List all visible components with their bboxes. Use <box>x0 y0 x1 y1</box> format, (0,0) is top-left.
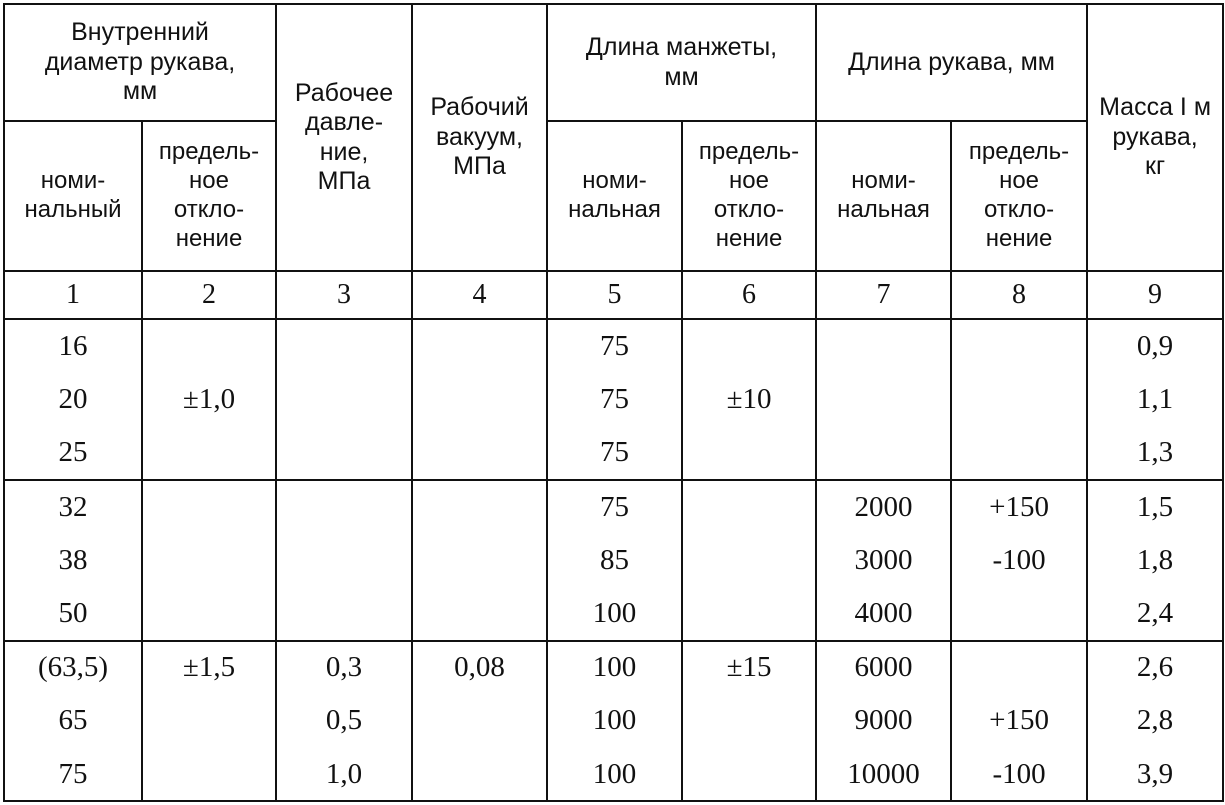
subheader-cuff-deviation: предель- ное откло- нение <box>682 121 816 271</box>
cell-diameter: 38 <box>4 533 142 587</box>
cell-diameter: 65 <box>4 694 142 748</box>
cell-pressure: 0,3 <box>276 641 412 695</box>
cell-diameter-deviation <box>142 533 276 587</box>
cell-pressure <box>276 587 412 641</box>
cell-cuff-deviation <box>682 319 816 373</box>
cell-cuff-length: 100 <box>547 748 682 802</box>
cell-cuff-length: 75 <box>547 319 682 373</box>
cell-cuff-length: 75 <box>547 426 682 480</box>
header-inner-diameter: Внутренний диаметр рукава, мм <box>4 4 276 121</box>
row-group-2 <box>4 480 1223 641</box>
column-number: 1 <box>4 271 142 319</box>
subheader-diameter-deviation: предель- ное откло- нение <box>142 121 276 271</box>
subheader-hose-deviation: предель- ное откло- нение <box>951 121 1087 271</box>
cell-hose-deviation <box>951 587 1087 641</box>
cell-diameter: 32 <box>4 480 142 534</box>
cell-diameter: 25 <box>4 426 142 480</box>
cell-hose-length: 2000 <box>816 480 951 534</box>
cell-cuff-deviation <box>682 426 816 480</box>
cell-cuff-deviation <box>682 533 816 587</box>
table-container <box>3 3 1222 801</box>
column-number: 3 <box>276 271 412 319</box>
cell-vacuum <box>412 373 547 427</box>
cell-diameter-deviation: ±1,0 <box>142 373 276 427</box>
cell-vacuum <box>412 748 547 802</box>
header-row-2 <box>4 121 1223 271</box>
table-row <box>4 426 1223 480</box>
cell-diameter: 50 <box>4 587 142 641</box>
cell-hose-deviation <box>951 319 1087 373</box>
cell-pressure <box>276 426 412 480</box>
row-group-1 <box>4 319 1223 480</box>
cell-hose-deviation: -100 <box>951 748 1087 802</box>
cell-cuff-deviation <box>682 587 816 641</box>
cell-cuff-deviation <box>682 480 816 534</box>
cell-vacuum: 0,08 <box>412 641 547 695</box>
cell-hose-length <box>816 373 951 427</box>
cell-pressure: 0,5 <box>276 694 412 748</box>
header-working-vacuum: Рабочий вакуум, МПа <box>412 4 547 271</box>
cell-hose-length: 10000 <box>816 748 951 802</box>
cell-hose-deviation <box>951 426 1087 480</box>
cell-diameter-deviation <box>142 694 276 748</box>
cell-mass: 1,5 <box>1087 480 1223 534</box>
cell-mass: 2,8 <box>1087 694 1223 748</box>
cell-hose-deviation: -100 <box>951 533 1087 587</box>
table-row <box>4 748 1223 802</box>
cell-pressure <box>276 533 412 587</box>
table-header <box>4 4 1223 319</box>
cell-cuff-length: 75 <box>547 373 682 427</box>
cell-hose-length: 9000 <box>816 694 951 748</box>
column-number: 5 <box>547 271 682 319</box>
column-number: 8 <box>951 271 1087 319</box>
table-row <box>4 641 1223 695</box>
cell-hose-length: 3000 <box>816 533 951 587</box>
cell-cuff-deviation <box>682 748 816 802</box>
cell-vacuum <box>412 319 547 373</box>
cell-diameter-deviation <box>142 319 276 373</box>
cell-mass: 2,6 <box>1087 641 1223 695</box>
cell-diameter-deviation: ±1,5 <box>142 641 276 695</box>
cell-mass: 3,9 <box>1087 748 1223 802</box>
cell-pressure <box>276 480 412 534</box>
table-row <box>4 587 1223 641</box>
column-number-row <box>4 271 1223 319</box>
cell-cuff-deviation <box>682 694 816 748</box>
cell-vacuum <box>412 533 547 587</box>
cell-cuff-deviation: ±15 <box>682 641 816 695</box>
cell-cuff-length: 85 <box>547 533 682 587</box>
table-row <box>4 694 1223 748</box>
table-row <box>4 373 1223 427</box>
cell-mass: 1,1 <box>1087 373 1223 427</box>
header-mass: Масса I м рукава, кг <box>1087 4 1223 271</box>
cell-vacuum <box>412 480 547 534</box>
cell-hose-length <box>816 426 951 480</box>
cell-pressure <box>276 319 412 373</box>
subheader-hose-nominal: номи- нальная <box>816 121 951 271</box>
subheader-cuff-nominal: номи- нальная <box>547 121 682 271</box>
cell-hose-deviation: +150 <box>951 694 1087 748</box>
cell-mass: 1,3 <box>1087 426 1223 480</box>
cell-diameter: 20 <box>4 373 142 427</box>
cell-diameter: (63,5) <box>4 641 142 695</box>
cell-mass: 0,9 <box>1087 319 1223 373</box>
cell-hose-length: 4000 <box>816 587 951 641</box>
cell-vacuum <box>412 694 547 748</box>
cell-cuff-length: 75 <box>547 480 682 534</box>
cell-cuff-deviation: ±10 <box>682 373 816 427</box>
header-working-pressure: Рабочее давле- ние, МПа <box>276 4 412 271</box>
cell-hose-deviation <box>951 641 1087 695</box>
table-row <box>4 480 1223 534</box>
cell-mass: 2,4 <box>1087 587 1223 641</box>
cell-vacuum <box>412 426 547 480</box>
cell-cuff-length: 100 <box>547 694 682 748</box>
cell-hose-deviation: +150 <box>951 480 1087 534</box>
cell-diameter: 75 <box>4 748 142 802</box>
cell-mass: 1,8 <box>1087 533 1223 587</box>
subheader-diameter-nominal: номи- нальный <box>4 121 142 271</box>
column-number: 2 <box>142 271 276 319</box>
column-number: 6 <box>682 271 816 319</box>
column-number: 7 <box>816 271 951 319</box>
row-group-3 <box>4 641 1223 802</box>
cell-hose-length <box>816 319 951 373</box>
cell-hose-deviation <box>951 373 1087 427</box>
column-number: 4 <box>412 271 547 319</box>
cell-cuff-length: 100 <box>547 587 682 641</box>
cell-diameter-deviation <box>142 587 276 641</box>
hose-spec-table <box>3 3 1224 802</box>
cell-diameter: 16 <box>4 319 142 373</box>
cell-hose-length: 6000 <box>816 641 951 695</box>
table-row <box>4 319 1223 373</box>
cell-diameter-deviation <box>142 426 276 480</box>
column-number: 9 <box>1087 271 1223 319</box>
cell-diameter-deviation <box>142 748 276 802</box>
table-row <box>4 533 1223 587</box>
header-hose-length: Длина рукава, мм <box>816 4 1087 121</box>
cell-pressure: 1,0 <box>276 748 412 802</box>
cell-cuff-length: 100 <box>547 641 682 695</box>
header-row-1 <box>4 4 1223 121</box>
cell-vacuum <box>412 587 547 641</box>
header-cuff-length: Длина манжеты, мм <box>547 4 816 121</box>
cell-diameter-deviation <box>142 480 276 534</box>
cell-pressure <box>276 373 412 427</box>
